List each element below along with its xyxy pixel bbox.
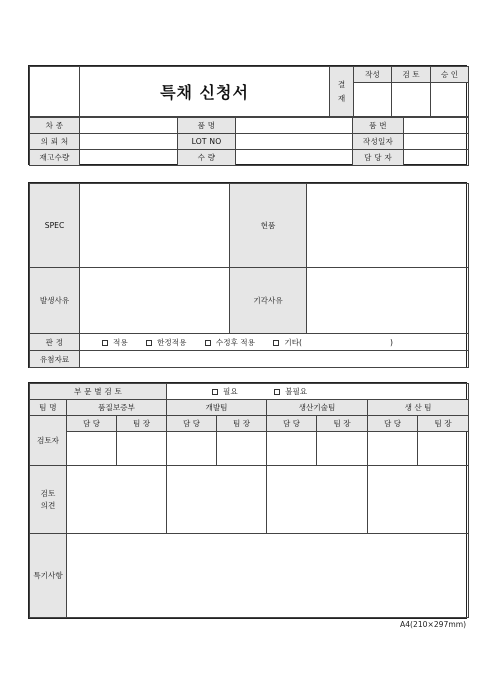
- field-remarks[interactable]: [67, 534, 469, 618]
- label-requester: 의 뢰 처: [30, 134, 80, 150]
- field-stock-qty[interactable]: [80, 150, 178, 166]
- label-judgment: 판 정: [30, 334, 80, 351]
- checkbox-icon: [274, 389, 280, 395]
- field-date[interactable]: [404, 134, 469, 150]
- label-date: 작성일자: [353, 134, 404, 150]
- field-cause[interactable]: [80, 268, 230, 334]
- label-remarks: 특기사항: [30, 534, 67, 618]
- field-current[interactable]: [307, 184, 469, 268]
- option-not-needed[interactable]: 불필요: [274, 387, 307, 396]
- label-cause: 발생사유: [30, 268, 80, 334]
- approval-sign-approve[interactable]: [431, 83, 469, 117]
- header-section: [28, 65, 467, 165]
- sign-quality-staff[interactable]: [67, 432, 117, 466]
- judgment-options: [80, 334, 469, 351]
- title-left-cell: [30, 67, 80, 117]
- field-spec[interactable]: [80, 184, 230, 268]
- option-limited[interactable]: 한정적용: [146, 338, 186, 347]
- opinion-production-tech[interactable]: [267, 466, 368, 534]
- sign-dev-staff[interactable]: [167, 432, 217, 466]
- sign-prodtech-lead[interactable]: [317, 432, 368, 466]
- checkbox-icon: [146, 340, 152, 346]
- label-reject-reason: 기각사유: [230, 268, 307, 334]
- team-quality: 품질보증부: [67, 400, 167, 416]
- info-table: [29, 117, 469, 166]
- role-staff: 담 당: [368, 416, 418, 432]
- label-opinion: 검토 의견: [30, 466, 67, 534]
- label-product-name: 품 명: [178, 118, 236, 134]
- label-team: 팀 명: [30, 400, 67, 416]
- review-table: [29, 383, 469, 618]
- checkbox-icon: [273, 340, 279, 346]
- review-section: [28, 382, 467, 619]
- approval-header-author: 작성: [354, 67, 392, 83]
- review-need-options: [167, 384, 469, 400]
- label-reviewer: 검토자: [30, 416, 67, 466]
- label-lot-no: LOT NO: [178, 134, 236, 150]
- approval-header-review: 검 토: [392, 67, 431, 83]
- sign-quality-lead[interactable]: [117, 432, 167, 466]
- label-related-docs: 유첨자료: [30, 351, 80, 368]
- checkbox-icon: [212, 389, 218, 395]
- field-reject-reason[interactable]: [307, 268, 469, 334]
- role-lead: 팀 장: [217, 416, 267, 432]
- approval-sign-author[interactable]: [354, 83, 392, 117]
- approval-sign-review[interactable]: [392, 83, 431, 117]
- field-person[interactable]: [404, 150, 469, 166]
- label-stock-qty: 재고수량: [30, 150, 80, 166]
- role-lead: 팀 장: [418, 416, 469, 432]
- option-apply[interactable]: 적용: [102, 338, 128, 347]
- field-related-docs[interactable]: [80, 351, 469, 368]
- team-production: 생 산 팀: [368, 400, 469, 416]
- sign-prodtech-staff[interactable]: [267, 432, 317, 466]
- field-quantity[interactable]: [236, 150, 353, 166]
- option-after-fix[interactable]: 수정후 적용: [205, 338, 255, 347]
- option-other[interactable]: 기타( ): [273, 338, 393, 347]
- role-lead: 팀 장: [117, 416, 167, 432]
- approval-label: 결 재: [330, 67, 354, 117]
- field-part-number[interactable]: [404, 118, 469, 134]
- role-lead: 팀 장: [317, 416, 368, 432]
- label-car-type: 차 종: [30, 118, 80, 134]
- field-requester[interactable]: [80, 134, 178, 150]
- role-staff: 담 당: [67, 416, 117, 432]
- field-lot-no[interactable]: [236, 134, 353, 150]
- team-development: 개발팀: [167, 400, 267, 416]
- role-staff: 담 당: [167, 416, 217, 432]
- opinion-production[interactable]: [368, 466, 469, 534]
- sign-dev-lead[interactable]: [217, 432, 267, 466]
- team-production-tech: 생산기술팀: [267, 400, 368, 416]
- opinion-quality[interactable]: [67, 466, 167, 534]
- checkbox-icon: [102, 340, 108, 346]
- field-product-name[interactable]: [236, 118, 353, 134]
- label-person: 담 당 자: [353, 150, 404, 166]
- opinion-development[interactable]: [167, 466, 267, 534]
- label-spec: SPEC: [30, 184, 80, 268]
- label-part-number: 품 번: [353, 118, 404, 134]
- header-table: [29, 66, 469, 117]
- role-staff: 담 당: [267, 416, 317, 432]
- review-header: 부 문 별 검 토: [30, 384, 167, 400]
- approval-header-approve: 승 인: [431, 67, 469, 83]
- detail-table: [29, 183, 469, 368]
- sign-prod-lead[interactable]: [418, 432, 469, 466]
- detail-section: [28, 182, 467, 368]
- paper-size-note: A4(210×297mm): [400, 620, 467, 629]
- field-car-type[interactable]: [80, 118, 178, 134]
- option-needed[interactable]: 필요: [212, 387, 238, 396]
- checkbox-icon: [205, 340, 211, 346]
- sign-prod-staff[interactable]: [368, 432, 418, 466]
- label-current: 현품: [230, 184, 307, 268]
- form-title: 특채 신청서: [80, 67, 330, 117]
- label-quantity: 수 량: [178, 150, 236, 166]
